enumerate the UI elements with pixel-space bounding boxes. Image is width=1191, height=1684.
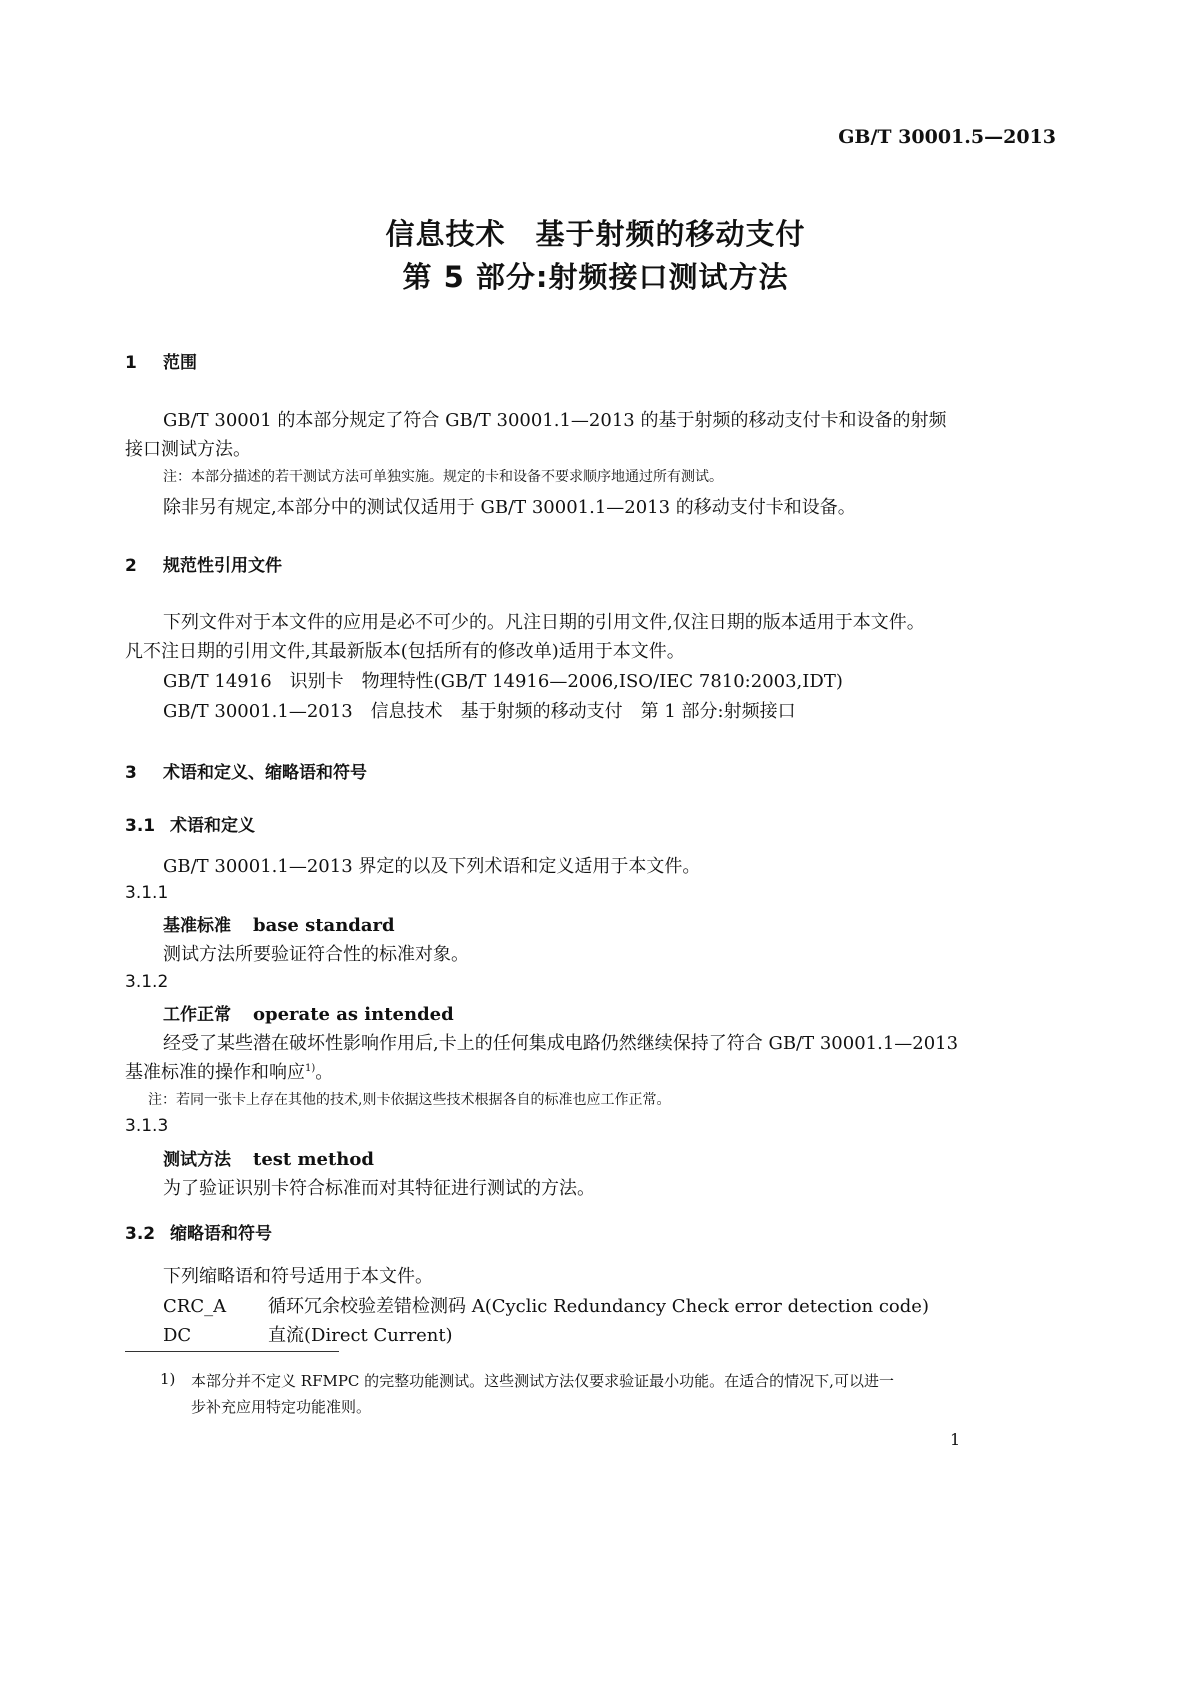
section-title: 缩略语和符号	[170, 1224, 272, 1244]
section-3-1-heading	[125, 811, 255, 836]
term-2-note: 注：若同一张卡上存在其他的技术,则卡依据这些技术根据各自的标准也应工作正常。	[148, 1092, 671, 1108]
section-number: 3.2	[125, 1224, 156, 1244]
section-2-heading	[125, 551, 282, 576]
s2-paragraph-line-2: 凡不注日期的引用文件,其最新版本(包括所有的修改单)适用于本文件。	[125, 641, 685, 662]
term-2-definition-line-1: 经受了某些潜在破坏性影响作用后,卡上的任何集成电路仍然继续保持了符合 GB/T 30001.1—2013	[163, 1033, 959, 1054]
normative-reference-2: GB/T 30001.1—2013 信息技术 基于射频的移动支付 第 1 部分:射频接口	[163, 701, 796, 722]
term-chinese: 工作正常	[163, 1005, 231, 1025]
abbreviation: CRC_A	[163, 1296, 227, 1317]
s2-paragraph-line-1: 下列文件对于本文件的应用是必不可少的。凡注日期的引用文件,仅注日期的版本适用于本文件。	[163, 612, 925, 633]
term-1-number: 3.1.1	[125, 883, 169, 903]
definition-text: 基准标准的操作和响应	[125, 1062, 305, 1083]
s1-note: 注：本部分描述的若干测试方法可单独实施。规定的卡和设备不要求顺序地通过所有测试。	[163, 469, 723, 485]
page-number: 1	[950, 1430, 961, 1449]
term-1-definition: 测试方法所要验证符合性的标准对象。	[163, 944, 469, 965]
section-title: 规范性引用文件	[163, 556, 282, 576]
term-2-heading	[163, 1000, 454, 1025]
definition-end: 。	[315, 1062, 334, 1083]
normative-reference-1: GB/T 14916 识别卡 物理特性(GB/T 14916—2006,ISO/IEC 7810:2003,IDT)	[163, 671, 843, 692]
term-english: test method	[253, 1149, 374, 1170]
section-1-heading	[125, 348, 197, 373]
term-chinese: 测试方法	[163, 1150, 231, 1170]
s3-1-intro: GB/T 30001.1—2013 界定的以及下列术语和定义适用于本文件。	[163, 856, 701, 877]
section-title: 术语和定义、缩略语和符号	[163, 763, 367, 783]
term-1-heading	[163, 911, 395, 936]
abbreviation: DC	[163, 1325, 192, 1346]
footnote-mark: 1)	[160, 1370, 176, 1388]
term-english: base standard	[253, 915, 395, 936]
footnote-divider	[125, 1351, 339, 1352]
abbreviation-text: 循环冗余校验差错检测码 A(Cyclic Redundancy Check error detection code)	[268, 1296, 929, 1317]
footnote-reference[interactable]: 1)	[305, 1063, 316, 1074]
term-3-definition: 为了验证识别卡符合标准而对其特征进行测试的方法。	[163, 1178, 595, 1199]
term-2-number: 3.1.2	[125, 972, 169, 992]
term-3-heading	[163, 1145, 374, 1170]
title-line-1: 信息技术 基于射频的移动支付	[385, 217, 806, 251]
s1-paragraph-line-2: 接口测试方法。	[125, 439, 251, 460]
title-line-2: 第 5 部分:射频接口测试方法	[402, 260, 789, 294]
term-english: operate as intended	[253, 1004, 454, 1025]
term-3-number: 3.1.3	[125, 1116, 169, 1136]
s3-2-intro: 下列缩略语和符号适用于本文件。	[163, 1266, 433, 1287]
section-number: 3	[125, 763, 137, 783]
s1-paragraph-line-1: GB/T 30001 的本部分规定了符合 GB/T 30001.1—2013 的基于射频的移动支付卡和设备的射频	[163, 410, 947, 431]
s1-paragraph-2: 除非另有规定,本部分中的测试仅适用于 GB/T 30001.1—2013 的移动支付卡和设备。	[163, 497, 856, 518]
footnote-line-1: 本部分并不定义 RFMPC 的完整功能测试。这些测试方法仅要求验证最小功能。在适合的情况下,可以进一	[191, 1372, 894, 1390]
abbreviation-row	[163, 1321, 453, 1347]
term-chinese: 基准标准	[163, 916, 231, 936]
section-title: 术语和定义	[170, 816, 255, 836]
section-3-2-heading	[125, 1219, 272, 1244]
abbreviation-text: 直流(Direct Current)	[268, 1325, 453, 1346]
section-number: 2	[125, 556, 137, 576]
section-3-heading	[125, 758, 367, 783]
section-title: 范围	[163, 353, 197, 373]
footnote-line-2: 步补充应用特定功能准则。	[191, 1398, 372, 1416]
term-2-definition-line-2	[125, 1058, 333, 1084]
section-number: 1	[125, 353, 137, 373]
abbreviation-row	[163, 1292, 929, 1318]
section-number: 3.1	[125, 816, 156, 836]
document-id: GB/T 30001.5—2013	[838, 126, 1056, 148]
